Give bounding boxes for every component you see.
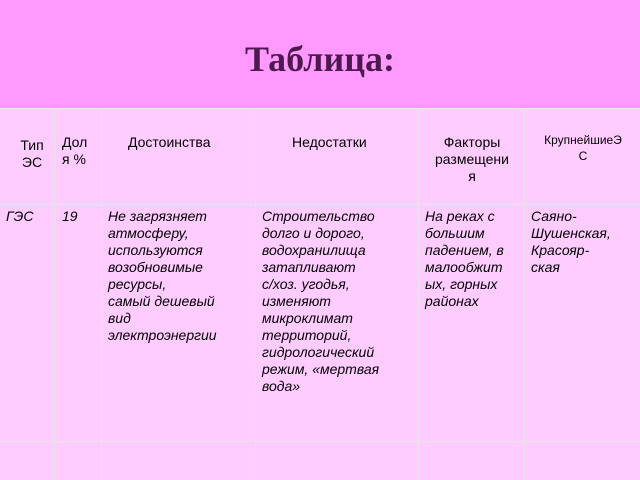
header-type-line-1: Тип xyxy=(20,137,44,153)
largest-line: ская xyxy=(531,259,560,275)
advantages-line: вид xyxy=(108,310,131,326)
disadvantages-line: затапливают xyxy=(262,259,356,275)
advantages-line: используются xyxy=(108,242,203,258)
factors-line: малообжит xyxy=(425,259,503,275)
header-factors-line-1: Факторы xyxy=(443,134,501,150)
disadvantages-line: изменяют xyxy=(262,293,331,309)
header-factors-line-2: размещени xyxy=(435,151,509,167)
cell-advantages xyxy=(108,208,254,344)
header-share-line-1: Дол xyxy=(62,134,88,150)
header-disadvantages xyxy=(292,134,412,151)
cell-share: 19 xyxy=(62,208,78,224)
disadvantages-line: микроклимат xyxy=(262,310,353,326)
largest-line: Шушенская, xyxy=(531,225,611,241)
disadvantages-line: с/хоз. угодья, xyxy=(262,276,350,292)
header-advantages-line-1: Достоинства xyxy=(128,134,211,150)
advantages-line: Не загрязняет xyxy=(108,208,207,224)
slide-title: Таблица: xyxy=(245,39,395,79)
largest-line: Красояр- xyxy=(531,242,590,258)
header-advantages xyxy=(128,134,248,151)
header-type-line-2: ЭС xyxy=(21,154,43,170)
header-factors-line-3: я xyxy=(468,168,476,184)
cell-largest xyxy=(531,208,637,276)
advantages-line: электроэнергии xyxy=(108,327,217,343)
disadvantages-line: долго и дорого, xyxy=(262,225,365,241)
disadvantages-line: вода» xyxy=(262,378,301,394)
disadvantages-line: Строительство xyxy=(262,208,375,224)
factors-line: районах xyxy=(425,293,479,309)
disadvantages-line: гидрологический xyxy=(262,344,375,360)
header-largest-line-2: С xyxy=(578,149,588,163)
header-share-line-2: я % xyxy=(62,151,86,167)
disadvantages-line: территорий, xyxy=(262,327,352,343)
header-largest-line-1: КрупнейшиеЭ xyxy=(544,133,622,147)
col-divider-5 xyxy=(524,108,525,480)
advantages-line: ресурсы, xyxy=(108,276,167,292)
col-divider-1 xyxy=(54,108,55,480)
cell-disadvantages xyxy=(262,208,416,395)
table-top-border xyxy=(0,108,640,110)
header-largest xyxy=(530,132,636,164)
cell-factors xyxy=(425,208,523,310)
factors-line: большим xyxy=(425,225,485,241)
advantages-line: атмосферу, xyxy=(108,225,189,241)
factors-line: падением, в xyxy=(425,242,504,258)
header-factors xyxy=(424,134,520,185)
header-disadvantages-line-1: Недостатки xyxy=(292,134,367,150)
col-divider-3 xyxy=(255,108,256,480)
header-row-border xyxy=(0,204,640,205)
factors-line: На реках с xyxy=(425,208,495,224)
largest-line: Саяно- xyxy=(531,208,577,224)
col-divider-4 xyxy=(418,108,419,480)
cell-type: ГЭС xyxy=(6,208,34,224)
header-share xyxy=(62,134,102,168)
disadvantages-line: режим, «мертвая xyxy=(262,361,380,377)
factors-line: ых, горных xyxy=(425,276,498,292)
advantages-line: возобновимые xyxy=(108,259,203,275)
header-type xyxy=(12,137,52,171)
row-border xyxy=(0,441,640,442)
disadvantages-line: водохранилища xyxy=(262,242,366,258)
advantages-line: самый дешевый xyxy=(108,293,215,309)
